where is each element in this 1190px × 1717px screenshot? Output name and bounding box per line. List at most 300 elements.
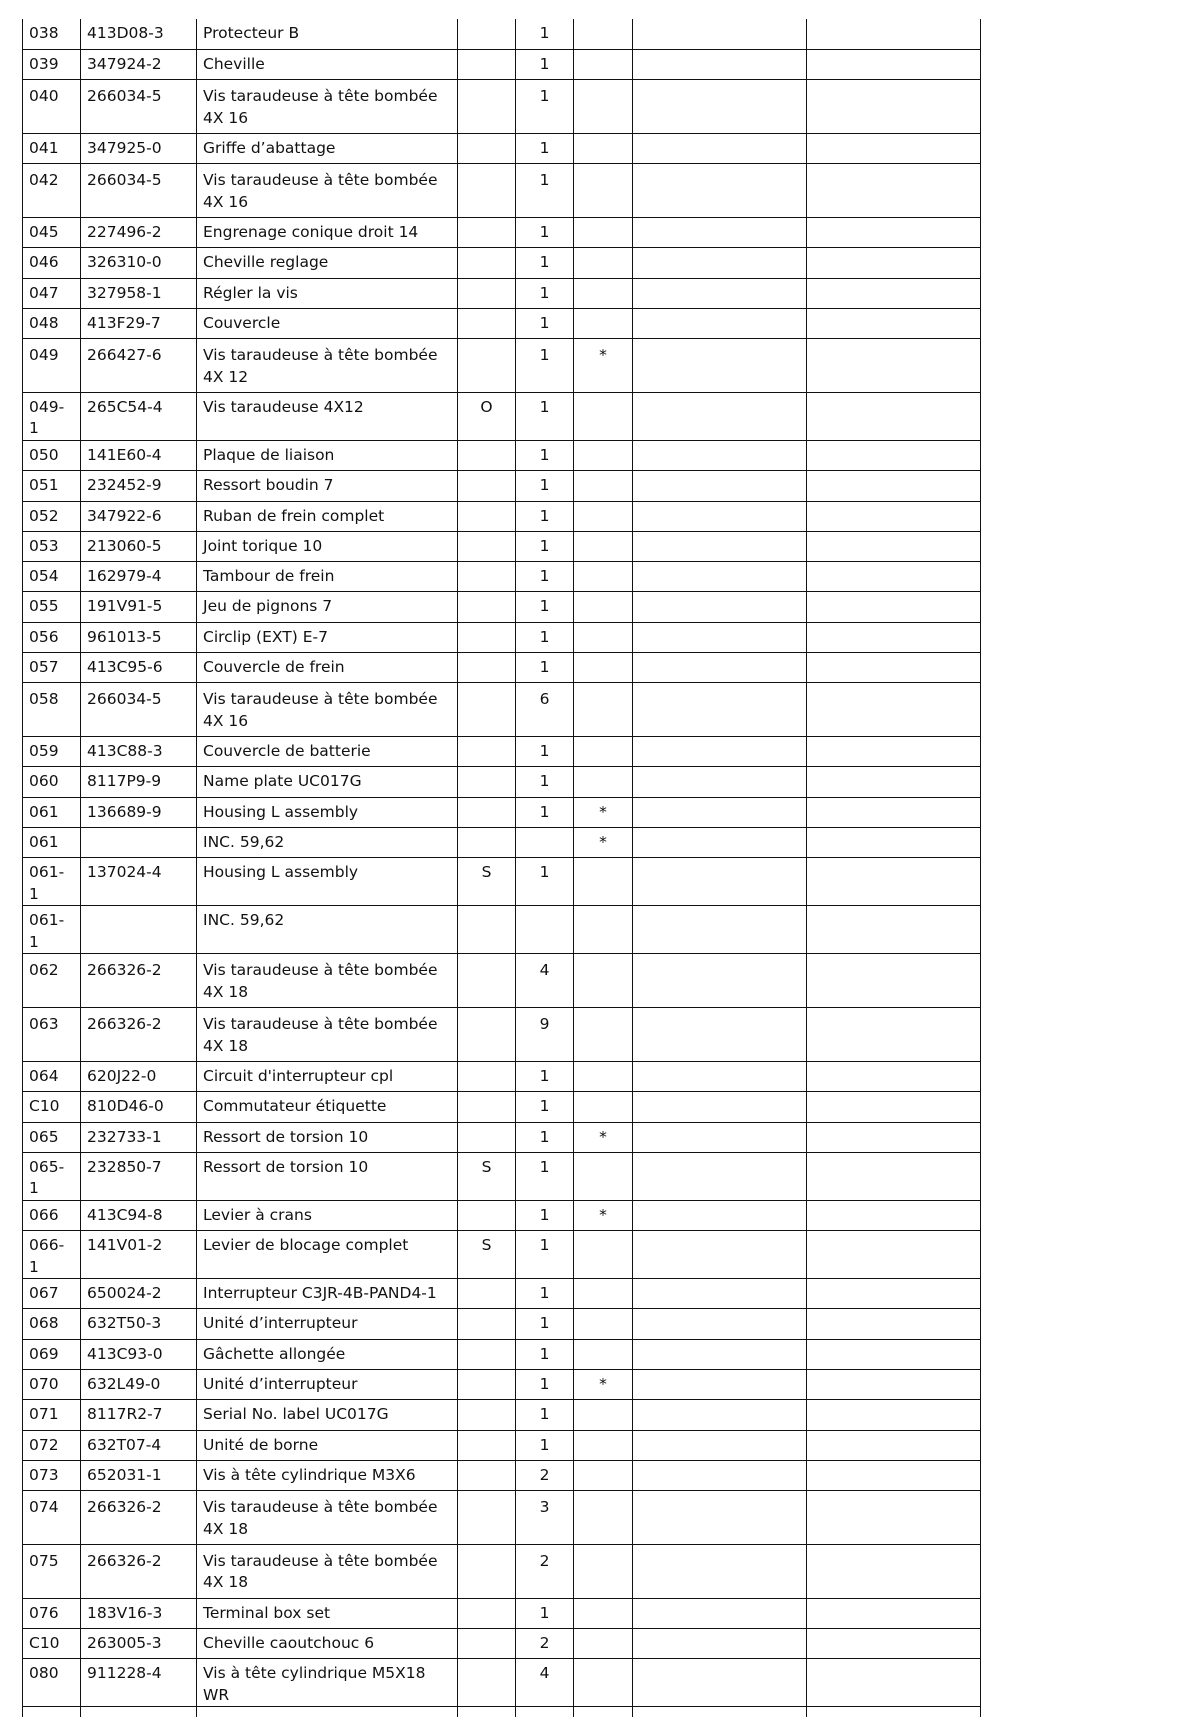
- table-row: [23, 1430, 981, 1460]
- note-cell: [574, 767, 633, 797]
- item-number-cell: 073: [23, 1460, 81, 1490]
- part-number-cell: 265C54-4: [81, 392, 197, 440]
- blank-cell: [633, 906, 807, 954]
- table-row: [23, 737, 981, 767]
- blank-cell: [807, 683, 981, 737]
- quantity-cell: 1: [516, 1598, 574, 1628]
- flag-cell: [458, 1309, 516, 1339]
- quantity-cell: 1: [516, 248, 574, 278]
- description-cell: INC. 59,62: [197, 906, 458, 954]
- item-number-cell: 064: [23, 1061, 81, 1091]
- quantity-cell: 1: [516, 531, 574, 561]
- item-number-cell: 058: [23, 683, 81, 737]
- quantity-cell: 9: [516, 1008, 574, 1062]
- part-number-cell: 266326-2: [81, 1544, 197, 1598]
- table-row: [23, 217, 981, 247]
- blank-cell: [633, 858, 807, 906]
- quantity-cell: 1: [516, 737, 574, 767]
- description-cell: Levier de blocage complet: [197, 1231, 458, 1279]
- item-number-cell: 045: [23, 217, 81, 247]
- note-cell: [574, 308, 633, 338]
- blank-cell: [807, 1544, 981, 1598]
- quantity-cell: 1: [516, 1122, 574, 1152]
- description-cell: Serial No. label UC017G: [197, 1400, 458, 1430]
- note-cell: [574, 80, 633, 134]
- part-number-cell: 347925-0: [81, 133, 197, 163]
- part-number-cell: 326310-0: [81, 248, 197, 278]
- item-number-cell: 061: [23, 828, 81, 858]
- description-cell: Tambour de frein: [197, 562, 458, 592]
- flag-cell: [458, 1400, 516, 1430]
- note-cell: *: [574, 828, 633, 858]
- blank-cell: [807, 1339, 981, 1369]
- description-cell: Joint torique 10: [197, 531, 458, 561]
- quantity-cell: 1: [516, 1231, 574, 1279]
- table-row: [23, 531, 981, 561]
- blank-cell: [633, 501, 807, 531]
- item-number-cell: 065: [23, 1122, 81, 1152]
- description-cell: Griffe d’abattage: [197, 133, 458, 163]
- parts-list-sheet: [22, 19, 980, 1717]
- blank-cell: [633, 1460, 807, 1490]
- quantity-cell: 1: [516, 501, 574, 531]
- quantity-cell: 1: [516, 392, 574, 440]
- blank-cell: [633, 767, 807, 797]
- item-number-cell: 070: [23, 1370, 81, 1400]
- item-number-cell: 063: [23, 1008, 81, 1062]
- part-number-cell: 227496-2: [81, 217, 197, 247]
- blank-cell: [633, 622, 807, 652]
- item-number-cell: 056: [23, 622, 81, 652]
- description-cell: Vis taraudeuse à tête bombée 4X 18: [197, 1544, 458, 1598]
- part-number-cell: 652031-1: [81, 1460, 197, 1490]
- note-cell: [574, 1231, 633, 1279]
- flag-cell: O: [458, 392, 516, 440]
- note-cell: *: [574, 1200, 633, 1230]
- table-row: [23, 1309, 981, 1339]
- quantity-cell: 1: [516, 308, 574, 338]
- blank-cell: [807, 1122, 981, 1152]
- quantity-cell: 1: [516, 339, 574, 393]
- blank-cell: [633, 1122, 807, 1152]
- table-row: [23, 767, 981, 797]
- part-number-cell: 141V01-2: [81, 1231, 197, 1279]
- flag-cell: S: [458, 1152, 516, 1200]
- table-row: [23, 1152, 981, 1200]
- note-cell: [574, 164, 633, 218]
- blank-cell: [633, 80, 807, 134]
- item-number-cell: 053: [23, 531, 81, 561]
- blank-cell: [807, 1231, 981, 1279]
- table-row: [23, 592, 981, 622]
- quantity-cell: 1: [516, 797, 574, 827]
- quantity-cell: [516, 906, 574, 954]
- part-number-cell: 266034-5: [81, 164, 197, 218]
- description-cell: Plaque de liaison: [197, 440, 458, 470]
- item-number-cell: 055: [23, 592, 81, 622]
- table-row: [23, 622, 981, 652]
- quantity-cell: 1: [516, 592, 574, 622]
- note-cell: [574, 562, 633, 592]
- blank-cell: [458, 1707, 516, 1717]
- blank-cell: [633, 1491, 807, 1545]
- description-cell: Couvercle de batterie: [197, 737, 458, 767]
- description-cell: Ressort boudin 7: [197, 471, 458, 501]
- table-row: [23, 1092, 981, 1122]
- quantity-cell: 2: [516, 1629, 574, 1659]
- note-cell: [574, 1544, 633, 1598]
- flag-cell: [458, 19, 516, 49]
- description-cell: Circuit d'interrupteur cpl: [197, 1061, 458, 1091]
- flag-cell: [458, 653, 516, 683]
- blank-cell: [633, 1629, 807, 1659]
- flag-cell: [458, 1491, 516, 1545]
- note-cell: [574, 248, 633, 278]
- flag-cell: [458, 1544, 516, 1598]
- part-number-cell: 413C93-0: [81, 1339, 197, 1369]
- flag-cell: [458, 1370, 516, 1400]
- table-row: [23, 1400, 981, 1430]
- description-cell: Commutateur étiquette: [197, 1092, 458, 1122]
- blank-cell: [807, 622, 981, 652]
- table-row: [23, 308, 981, 338]
- note-cell: [574, 531, 633, 561]
- note-cell: [574, 392, 633, 440]
- quantity-cell: 2: [516, 1460, 574, 1490]
- flag-cell: [458, 797, 516, 827]
- blank-cell: [633, 339, 807, 393]
- note-cell: *: [574, 339, 633, 393]
- blank-cell: [807, 906, 981, 954]
- parts-table: [22, 19, 981, 1717]
- part-number-cell: 266326-2: [81, 1491, 197, 1545]
- flag-cell: [458, 622, 516, 652]
- blank-cell: [807, 339, 981, 393]
- blank-cell: [574, 1707, 633, 1717]
- quantity-cell: 1: [516, 164, 574, 218]
- table-row: [23, 1491, 981, 1545]
- table-row: [23, 653, 981, 683]
- flag-cell: [458, 1092, 516, 1122]
- part-number-cell: [81, 828, 197, 858]
- note-cell: [574, 471, 633, 501]
- part-number-cell: 961013-5: [81, 622, 197, 652]
- description-cell: INC. 59,62: [197, 828, 458, 858]
- blank-cell: [633, 954, 807, 1008]
- flag-cell: [458, 592, 516, 622]
- flag-cell: S: [458, 1231, 516, 1279]
- note-cell: *: [574, 797, 633, 827]
- flag-cell: [458, 737, 516, 767]
- blank-cell: [633, 278, 807, 308]
- part-number-cell: 8117P9-9: [81, 767, 197, 797]
- blank-cell: [807, 1061, 981, 1091]
- blank-cell: [807, 858, 981, 906]
- note-cell: [574, 1339, 633, 1369]
- table-row: [23, 1460, 981, 1490]
- part-number-cell: 620J22-0: [81, 1061, 197, 1091]
- item-number-cell: 042: [23, 164, 81, 218]
- blank-cell: [807, 1460, 981, 1490]
- blank-cell: [633, 440, 807, 470]
- description-cell: Cheville caoutchouc 6: [197, 1629, 458, 1659]
- note-cell: [574, 217, 633, 247]
- blank-cell: [633, 248, 807, 278]
- note-cell: [574, 906, 633, 954]
- note-cell: [574, 440, 633, 470]
- blank-cell: [807, 278, 981, 308]
- blank-cell: [807, 133, 981, 163]
- flag-cell: S: [458, 858, 516, 906]
- note-cell: [574, 1309, 633, 1339]
- quantity-cell: 2: [516, 1544, 574, 1598]
- item-number-cell: 049-1: [23, 392, 81, 440]
- quantity-cell: [516, 828, 574, 858]
- blank-cell: [633, 1200, 807, 1230]
- blank-cell: [633, 164, 807, 218]
- description-cell: Vis à tête cylindrique M5X18 WR: [197, 1659, 458, 1707]
- quantity-cell: 1: [516, 1400, 574, 1430]
- table-row: [23, 19, 981, 49]
- description-cell: Vis taraudeuse à tête bombée 4X 16: [197, 80, 458, 134]
- table-row: [23, 954, 981, 1008]
- quantity-cell: 1: [516, 1152, 574, 1200]
- quantity-cell: 1: [516, 562, 574, 592]
- item-number-cell: 046: [23, 248, 81, 278]
- quantity-cell: 1: [516, 1430, 574, 1460]
- item-number-cell: 066-1: [23, 1231, 81, 1279]
- table-row: [23, 1008, 981, 1062]
- quantity-cell: 1: [516, 1200, 574, 1230]
- blank-cell: [807, 471, 981, 501]
- blank-cell: [807, 308, 981, 338]
- note-cell: [574, 278, 633, 308]
- item-number-cell: 068: [23, 1309, 81, 1339]
- part-number-cell: 266427-6: [81, 339, 197, 393]
- description-cell: Terminal box set: [197, 1598, 458, 1628]
- item-number-cell: 066: [23, 1200, 81, 1230]
- blank-cell: [807, 797, 981, 827]
- part-number-cell: 347922-6: [81, 501, 197, 531]
- note-cell: [574, 1279, 633, 1309]
- table-row: [23, 133, 981, 163]
- quantity-cell: 1: [516, 858, 574, 906]
- table-row: [23, 1231, 981, 1279]
- flag-cell: [458, 767, 516, 797]
- description-cell: Vis taraudeuse 4X12: [197, 392, 458, 440]
- quantity-cell: 1: [516, 1309, 574, 1339]
- quantity-cell: 1: [516, 1092, 574, 1122]
- blank-cell: [807, 1629, 981, 1659]
- note-cell: [574, 858, 633, 906]
- blank-cell: [633, 1309, 807, 1339]
- table-row: [23, 1629, 981, 1659]
- note-cell: [574, 1629, 633, 1659]
- description-cell: Jeu de pignons 7: [197, 592, 458, 622]
- description-cell: Ruban de frein complet: [197, 501, 458, 531]
- description-cell: Couvercle de frein: [197, 653, 458, 683]
- description-cell: Housing L assembly: [197, 797, 458, 827]
- item-number-cell: 074: [23, 1491, 81, 1545]
- quantity-cell: 1: [516, 1279, 574, 1309]
- description-cell: Vis taraudeuse à tête bombée 4X 18: [197, 1008, 458, 1062]
- item-number-cell: 057: [23, 653, 81, 683]
- blank-cell: [807, 531, 981, 561]
- blank-cell: [633, 653, 807, 683]
- note-cell: [574, 1460, 633, 1490]
- blank-cell: [807, 954, 981, 1008]
- item-number-cell: 052: [23, 501, 81, 531]
- item-number-cell: 071: [23, 1400, 81, 1430]
- quantity-cell: 1: [516, 471, 574, 501]
- part-number-cell: 191V91-5: [81, 592, 197, 622]
- quantity-cell: 1: [516, 440, 574, 470]
- blank-cell: [633, 1339, 807, 1369]
- part-number-cell: 810D46-0: [81, 1092, 197, 1122]
- blank-cell: [807, 767, 981, 797]
- flag-cell: [458, 308, 516, 338]
- blank-cell: [633, 49, 807, 79]
- blank-cell: [807, 217, 981, 247]
- flag-cell: [458, 562, 516, 592]
- part-number-cell: 232850-7: [81, 1152, 197, 1200]
- part-number-cell: 413F29-7: [81, 308, 197, 338]
- quantity-cell: 1: [516, 653, 574, 683]
- quantity-cell: 1: [516, 1370, 574, 1400]
- table-row: [23, 248, 981, 278]
- description-cell: Engrenage conique droit 14: [197, 217, 458, 247]
- flag-cell: [458, 501, 516, 531]
- item-number-cell: 061: [23, 797, 81, 827]
- note-cell: [574, 1008, 633, 1062]
- blank-cell: [807, 1279, 981, 1309]
- note-cell: [574, 653, 633, 683]
- flag-cell: [458, 1122, 516, 1152]
- table-row: [23, 1061, 981, 1091]
- blank-cell: [807, 1092, 981, 1122]
- blank-cell: [633, 133, 807, 163]
- blank-cell: [633, 531, 807, 561]
- note-cell: [574, 737, 633, 767]
- quantity-cell: 4: [516, 954, 574, 1008]
- table-row: [23, 828, 981, 858]
- blank-cell: [807, 1309, 981, 1339]
- flag-cell: [458, 133, 516, 163]
- description-cell: Cheville: [197, 49, 458, 79]
- part-number-cell: 650024-2: [81, 1279, 197, 1309]
- blank-cell: [633, 392, 807, 440]
- description-cell: Gâchette allongée: [197, 1339, 458, 1369]
- item-number-cell: 061-1: [23, 858, 81, 906]
- blank-cell: [807, 1491, 981, 1545]
- description-cell: Cheville reglage: [197, 248, 458, 278]
- blank-cell: [633, 1430, 807, 1460]
- part-number-cell: 266326-2: [81, 954, 197, 1008]
- table-row: [23, 392, 981, 440]
- quantity-cell: 1: [516, 19, 574, 49]
- blank-cell: [807, 248, 981, 278]
- note-cell: *: [574, 1370, 633, 1400]
- flag-cell: [458, 531, 516, 561]
- item-number-cell: C10: [23, 1629, 81, 1659]
- item-number-cell: 038: [23, 19, 81, 49]
- blank-cell: [633, 592, 807, 622]
- part-number-cell: 213060-5: [81, 531, 197, 561]
- item-number-cell: 069: [23, 1339, 81, 1369]
- flag-cell: [458, 1279, 516, 1309]
- quantity-cell: 6: [516, 683, 574, 737]
- blank-cell: [807, 1707, 981, 1717]
- item-number-cell: 061-1: [23, 906, 81, 954]
- flag-cell: [458, 471, 516, 501]
- flag-cell: [458, 217, 516, 247]
- part-number-cell: 911228-4: [81, 1659, 197, 1707]
- note-cell: [574, 1491, 633, 1545]
- part-number-cell: 413C94-8: [81, 1200, 197, 1230]
- blank-cell: [633, 1231, 807, 1279]
- blank-cell: [633, 683, 807, 737]
- description-cell: Protecteur B: [197, 19, 458, 49]
- table-row: [23, 339, 981, 393]
- item-number-cell: 041: [23, 133, 81, 163]
- description-cell: Vis taraudeuse à tête bombée 4X 18: [197, 1491, 458, 1545]
- description-cell: Circlip (EXT) E-7: [197, 622, 458, 652]
- blank-cell: [633, 828, 807, 858]
- item-number-cell: 062: [23, 954, 81, 1008]
- flag-cell: [458, 906, 516, 954]
- description-cell: Vis taraudeuse à tête bombée 4X 18: [197, 954, 458, 1008]
- part-number-cell: 136689-9: [81, 797, 197, 827]
- note-cell: [574, 622, 633, 652]
- flag-cell: [458, 440, 516, 470]
- quantity-cell: 1: [516, 49, 574, 79]
- blank-cell: [807, 392, 981, 440]
- blank-cell: [807, 164, 981, 218]
- flag-cell: [458, 278, 516, 308]
- item-number-cell: 051: [23, 471, 81, 501]
- note-cell: [574, 19, 633, 49]
- blank-cell: [633, 308, 807, 338]
- quantity-cell: 1: [516, 80, 574, 134]
- note-cell: [574, 501, 633, 531]
- item-number-cell: 054: [23, 562, 81, 592]
- quantity-cell: 1: [516, 767, 574, 797]
- flag-cell: [458, 339, 516, 393]
- description-cell: Levier à crans: [197, 1200, 458, 1230]
- quantity-cell: 1: [516, 217, 574, 247]
- flag-cell: [458, 164, 516, 218]
- part-number-cell: 263005-3: [81, 1629, 197, 1659]
- blank-cell: [633, 1707, 807, 1717]
- description-cell: Unité de borne: [197, 1430, 458, 1460]
- blank-cell: [807, 828, 981, 858]
- description-cell: Régler la vis: [197, 278, 458, 308]
- note-cell: [574, 133, 633, 163]
- blank-cell: [633, 19, 807, 49]
- blank-cell: [807, 562, 981, 592]
- blank-cell: [633, 737, 807, 767]
- flag-cell: [458, 1430, 516, 1460]
- blank-cell: [807, 1200, 981, 1230]
- part-number-cell: 183V16-3: [81, 1598, 197, 1628]
- note-cell: [574, 1061, 633, 1091]
- description-cell: Interrupteur C3JR-4B-PAND4-1: [197, 1279, 458, 1309]
- quantity-cell: 4: [516, 1659, 574, 1707]
- part-number-cell: 327958-1: [81, 278, 197, 308]
- blank-cell: [807, 80, 981, 134]
- item-number-cell: 040: [23, 80, 81, 134]
- table-row: [23, 1544, 981, 1598]
